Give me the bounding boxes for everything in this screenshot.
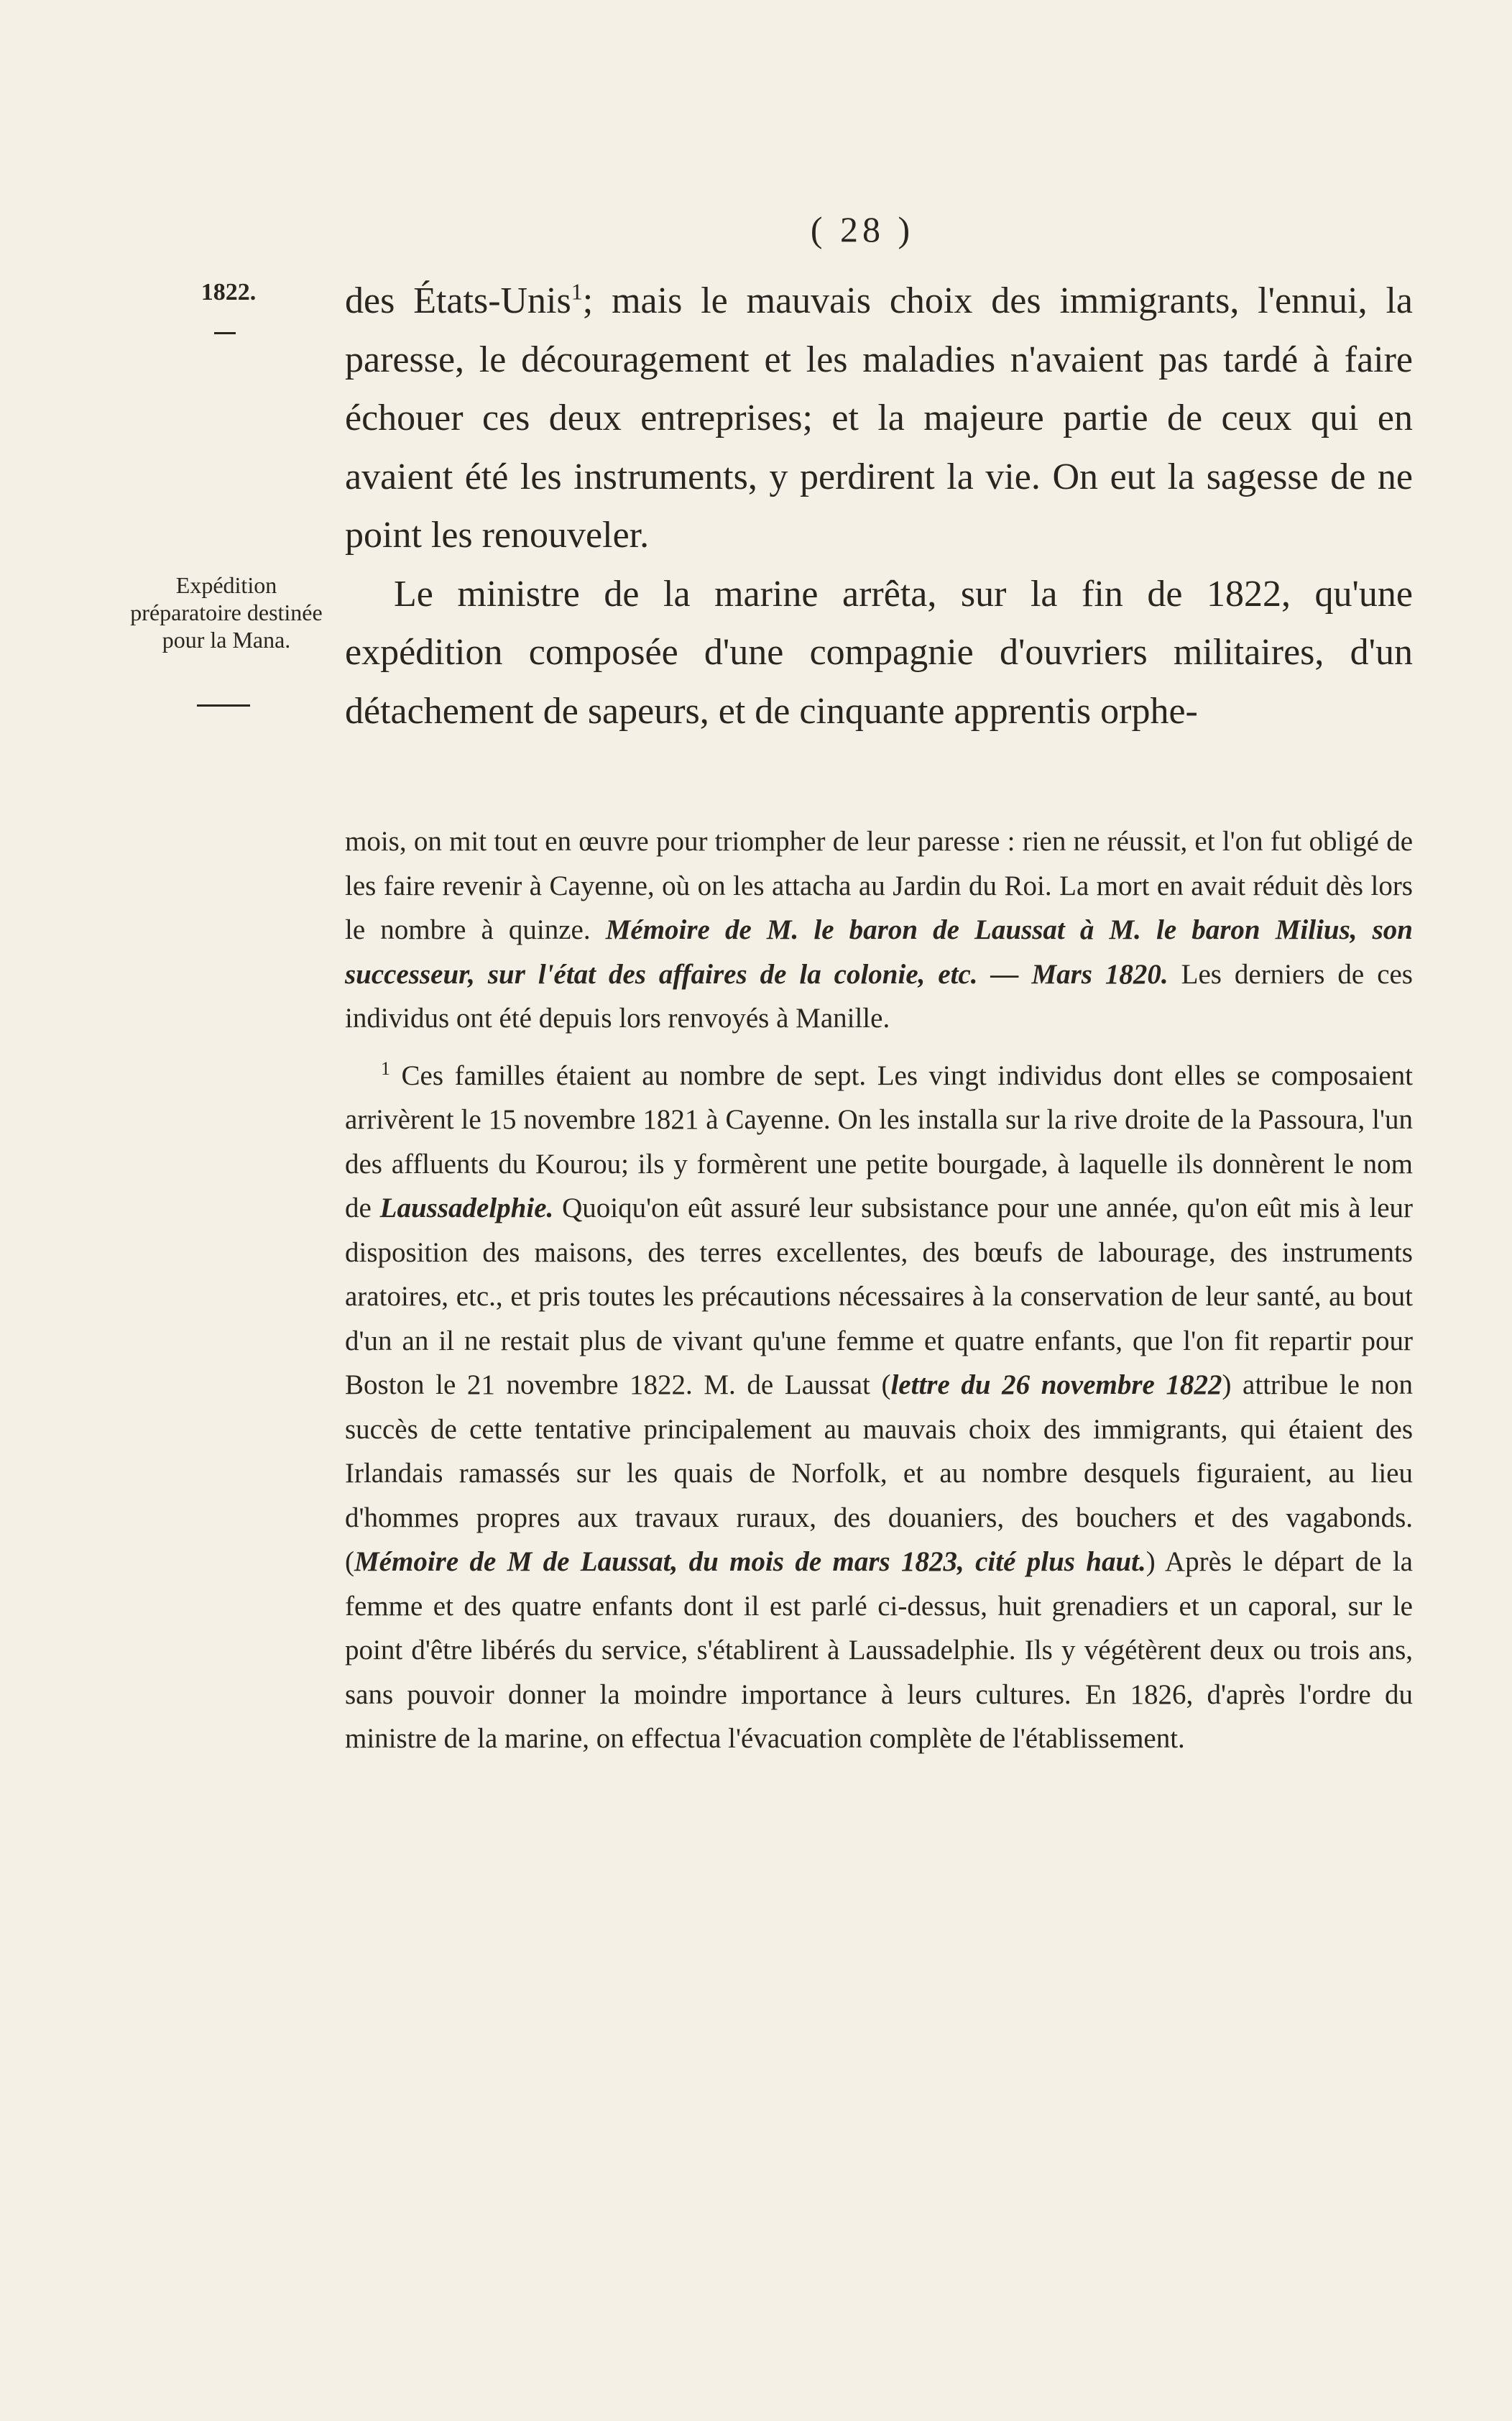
text-segment: ) Après le départ de la femme et des quatre enfants dont il est parlé ci-dessus, huit grenadiers et un caporal, sur le point d'être libérés du service, s'établirent à Laussadelphie. Ils y végétèrent deux ou trois ans, sans pouvoir donner la moindre importance à leurs cultures. En 1826, d'après l'ordre du ministre de la marine, on effectua l'évacuation complète de l'établissement. [345, 1546, 1413, 1754]
text-segment: Ces familles étaient au nombre de sept. Les vingt individus dont elles se composaient arrivèrent le 15 novembre 1821 à Cayenne. On les installa sur la rive droite de la Passoura, l'un des affluents du Kourou; ils y formèrent une petite bourgade, à laquelle ils donnèrent le nom de [345, 1060, 1413, 1223]
citation: Mémoire de M de Laussat, du mois de mars 1823, cité plus haut. [354, 1546, 1146, 1577]
citation: Laussadelphie. [379, 1193, 554, 1223]
page-number: ( 28 ) [810, 209, 915, 249]
footnote-reference: 1 [571, 278, 583, 305]
paragraph [345, 272, 1413, 565]
text-segment: ) attribue le non succès de cette tentative principalement au mauvais choix des immigrants, qui étaient des Irlandais ramassés sur les quais de Norfolk, et au nombre desquels figuraient, au lieu d'hommes propres aux travaux ruraux, des douaniers, des bouchers et des vagabonds. ( [345, 1369, 1413, 1577]
margin-note: Expédition préparatoire destinée pour la Mana. [130, 572, 323, 653]
text-segment: Quoiqu'on eût assuré leur subsistance pour une année, qu'on eût mis à leur disposition des maisons, des terres excellentes, des bœufs de labourage, des instruments aratoires, etc., et pris toutes les précautions nécessaires à la conservation de leur santé, au bout d'un an il ne restait plus de vivant qu'une femme et quatre enfants, que l'on fit repartir pour Boston le 21 novembre 1822. M. de Laussat ( [345, 1193, 1414, 1400]
footnotes [345, 819, 1413, 1761]
text-segment: ; mais le mauvais choix des immigrants, l'ennui, la paresse, le découragement et les maladies n'avaient pas tardé à faire échouer ces deux entreprises; et la majeure partie de ceux qui en avaient été les instruments, y perdirent la vie. On eut la sagesse de ne point les renouveler. [345, 280, 1414, 556]
footnote-continuation [345, 819, 1413, 1041]
margin-year: 1822. [200, 279, 257, 306]
text-segment: des États-Unis [345, 280, 571, 321]
text-segment: mois, on mit tout en œuvre pour triompher de leur paresse : rien ne réussit, et l'on fut obligé de les faire revenir à Cayenne, où on les attacha au Jardin du Roi. La mort en avait réduit dès lors le nombre à quinze. [345, 826, 1413, 945]
margin-divider [214, 332, 236, 334]
paragraph: Le ministre de la marine arrêta, sur la fin de 1822, qu'une expédition composée d'une compagnie d'ouvriers militaires, d'un détachement de sapeurs, et de cinquante apprentis orphe- [345, 573, 1413, 732]
text-segment: Les derniers de ces individus ont été depuis lors renvoyés à Manille. [345, 958, 1413, 1034]
footnote-marker: 1 [381, 1057, 390, 1079]
footnote [345, 1054, 1413, 1761]
citation: Mémoire de M. le baron de Laussat à M. le baron Milius, son successeur, sur l'état des affaires de la colonie, etc. — Mars 1820. [345, 914, 1413, 990]
citation: lettre du 26 novembre 1822 [890, 1369, 1222, 1400]
margin-divider [197, 704, 250, 707]
main-text [345, 272, 1413, 740]
